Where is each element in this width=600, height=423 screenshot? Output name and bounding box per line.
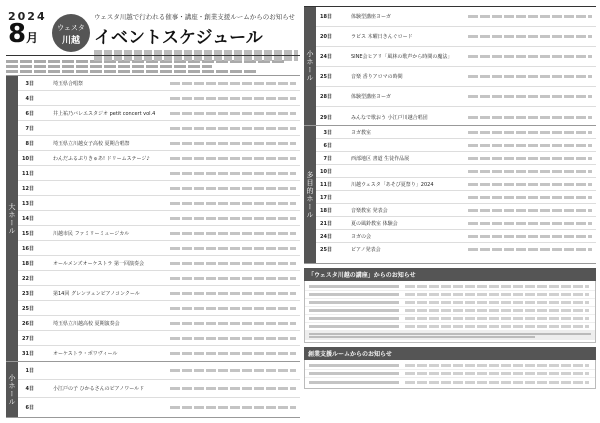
row-date: 4日: [25, 386, 34, 392]
row-event-name: 埼玉県立川越女子高校 夏期合唱祭: [53, 140, 130, 147]
row-date: 23日: [22, 290, 34, 297]
schedule-row: [316, 178, 596, 191]
schedule-row: [18, 316, 300, 331]
row-details: [170, 142, 296, 145]
row-details: [170, 369, 296, 372]
row-details: [468, 15, 592, 18]
schedule-row: [18, 121, 300, 136]
row-event-name: 井上祐乃バレエスタジオ petit concert vol.4: [53, 110, 156, 117]
schedule-row: [316, 47, 596, 67]
section-tamokuteki: [304, 126, 596, 264]
schedule-row: [18, 362, 300, 380]
page-header: [6, 6, 300, 56]
schedule-row: [18, 286, 300, 301]
schedule-row: [316, 204, 596, 217]
row-details: [468, 131, 592, 134]
schedule-row: [18, 226, 300, 241]
section-body: [18, 76, 300, 361]
year: 2024: [8, 10, 47, 23]
row-date: 11日: [22, 170, 34, 177]
contact-info: [94, 50, 298, 61]
row-event-name: 小江戸の子 ひかるさんのピアノワールド: [53, 386, 145, 392]
schedule-row: [18, 181, 300, 196]
row-event-name: 埼玉県立川越高校 夏期演奏会: [53, 320, 120, 327]
title-box: [94, 12, 298, 61]
row-date: 7日: [323, 155, 332, 162]
sogyo-info-title: 創業支援ルームからのお知らせ: [304, 347, 596, 360]
section-shohall: [6, 362, 300, 418]
row-event-name: わんだふるぷりきゅあ! ドリームステージ♪: [53, 155, 150, 162]
row-event-name: ピアノ発表会: [351, 247, 381, 253]
row-event-name: 第14回 グレンツェンピアノコンクール: [53, 290, 140, 297]
section-body: [316, 126, 596, 263]
row-date: 8日: [25, 140, 34, 147]
row-date: 25日: [320, 247, 332, 253]
section-body: [18, 362, 300, 417]
page-subtitle: ウェスタ川越で行われる催事・講座・創業支援ルームからのお知らせ: [94, 13, 296, 21]
schedule-row: [18, 211, 300, 226]
row-details: [468, 55, 592, 58]
schedule-row: [18, 106, 300, 121]
row-date: 13日: [22, 200, 34, 207]
row-event-name: SINE会ヒアリ「風林の歌声から時間の魔法」: [351, 54, 453, 60]
row-date: 16日: [22, 245, 34, 252]
row-details: [468, 75, 592, 78]
row-date: 24日: [320, 54, 332, 60]
row-date: 31日: [22, 351, 34, 357]
row-date: 25日: [320, 74, 332, 80]
schedule-row: [316, 7, 596, 27]
schedule-row: [18, 271, 300, 286]
row-date: 17日: [320, 194, 332, 201]
schedule-row: [316, 67, 596, 87]
schedule-row: [18, 136, 300, 151]
row-details: [170, 247, 296, 250]
row-event-name: 川越市民 ファミリーミュージカル: [53, 230, 130, 237]
schedule-row: [316, 152, 596, 165]
row-date: 10日: [22, 155, 34, 162]
row-details: [468, 95, 592, 98]
row-details: [170, 232, 296, 235]
row-event-name: 体験型講座ヨーガ: [351, 94, 391, 100]
schedule-row: [18, 398, 300, 416]
row-event-name: 体験型講座ヨーガ: [351, 14, 391, 20]
row-event-name: ラピス 木曜日きんぐロード: [351, 34, 413, 40]
row-event-name: オーケストラ・ポワヴィール: [53, 351, 118, 357]
row-date: 1日: [25, 368, 34, 374]
schedule-row: [18, 196, 300, 211]
schedule-row: [18, 380, 300, 398]
row-event-name: 西部地区 書道 生徒作品展: [351, 155, 410, 162]
row-date: 12日: [22, 185, 34, 192]
row-event-name: 川越ウェスタ「あそび夏祭り」2024: [351, 181, 434, 188]
row-details: [468, 35, 592, 38]
row-details: [170, 277, 296, 280]
row-details: [468, 116, 592, 119]
schedule-row: [316, 27, 596, 47]
schedule-row: [316, 107, 596, 127]
schedule-row: [316, 126, 596, 139]
section-label: 大ホール: [6, 76, 18, 361]
section-label: 小ホール: [6, 362, 18, 417]
row-date: 24日: [320, 233, 332, 240]
left-column: [6, 6, 300, 418]
row-date: 6日: [323, 142, 332, 149]
row-details: [170, 262, 296, 265]
schedule-row: [316, 191, 596, 204]
row-details: [468, 222, 592, 225]
row-details: [170, 112, 296, 115]
row-event-name: ヨガ教室: [351, 129, 372, 136]
row-details: [170, 352, 296, 355]
page-title: イベントスケジュール: [94, 28, 263, 48]
row-date: 22日: [22, 275, 34, 282]
row-details: [170, 406, 296, 409]
section-shohall-right: [304, 6, 596, 126]
row-event-name: 夏の風鈴教室 体験会: [351, 220, 398, 227]
row-date: 4日: [25, 95, 34, 102]
row-date: 18日: [22, 260, 34, 267]
schedule-row: [316, 165, 596, 178]
row-date: 21日: [320, 220, 332, 227]
row-event-name: オールメンズオーケストラ 第一回演奏会: [53, 260, 144, 267]
schedule-row: [18, 346, 300, 361]
westa-info-title: 「ウェスタ川越の講座」からのお知らせ: [304, 268, 596, 281]
row-details: [170, 127, 296, 130]
row-details: [170, 82, 296, 85]
row-details: [468, 196, 592, 199]
westa-logo: ウェスタ 川越: [52, 14, 90, 52]
row-details: [170, 307, 296, 310]
schedule-row: [18, 241, 300, 256]
row-details: [170, 97, 296, 100]
row-event-name: 音楽 香りアロマの時間: [351, 74, 403, 80]
right-column: [304, 6, 596, 418]
schedule-row: [18, 256, 300, 271]
row-date: 7日: [25, 125, 34, 132]
month: 8月: [8, 19, 39, 49]
row-date: 3日: [25, 80, 34, 87]
schedule-row: [18, 91, 300, 106]
section-daihall: [6, 76, 300, 362]
row-date: 6日: [25, 404, 34, 411]
schedule-row: [316, 217, 596, 230]
row-date: 29日: [320, 114, 332, 121]
schedule-row: [316, 243, 596, 256]
row-date: 10日: [320, 168, 332, 175]
row-date: 20日: [320, 34, 332, 40]
section-body: [316, 7, 596, 125]
row-date: 27日: [22, 335, 34, 342]
row-details: [170, 337, 296, 340]
schedule-row: [316, 139, 596, 152]
schedule-row: [18, 151, 300, 166]
row-event-name: みんなで歌おう 小江戸川越合唱団: [351, 114, 428, 121]
schedule-row: [18, 331, 300, 346]
row-event-name: 音楽教室 発表会: [351, 207, 388, 214]
row-date: 26日: [22, 320, 34, 327]
schedule-row: [18, 166, 300, 181]
row-event-name: ヨガの会: [351, 233, 372, 240]
row-date: 25日: [22, 305, 34, 312]
row-details: [170, 172, 296, 175]
row-date: 18日: [320, 207, 332, 214]
schedule-row: [316, 230, 596, 243]
row-details: [468, 170, 592, 173]
schedule-row: [18, 301, 300, 316]
row-details: [468, 235, 592, 238]
row-details: [468, 144, 592, 147]
row-details: [468, 209, 592, 212]
row-details: [170, 292, 296, 295]
row-details: [170, 217, 296, 220]
row-date: 3日: [323, 129, 332, 136]
row-date: 11日: [320, 181, 332, 188]
sogyo-info-block: [304, 360, 596, 389]
schedule-row: [316, 87, 596, 107]
row-details: [468, 183, 592, 186]
row-date: 28日: [320, 94, 332, 100]
row-details: [170, 387, 296, 390]
row-date: 6日: [25, 110, 34, 117]
row-event-name: 埼玉県合唱祭: [53, 80, 84, 87]
schedule-row: [18, 76, 300, 91]
row-date: 18日: [320, 14, 332, 20]
row-details: [468, 157, 592, 160]
row-date: 15日: [22, 230, 34, 237]
row-details: [468, 248, 592, 251]
section-label: 多目的ホール: [304, 126, 316, 263]
row-details: [170, 202, 296, 205]
row-details: [170, 187, 296, 190]
row-details: [170, 157, 296, 160]
row-date: 14日: [22, 215, 34, 222]
westa-info-block: [304, 281, 596, 343]
section-label: 小ホール: [304, 7, 316, 125]
row-details: [170, 322, 296, 325]
